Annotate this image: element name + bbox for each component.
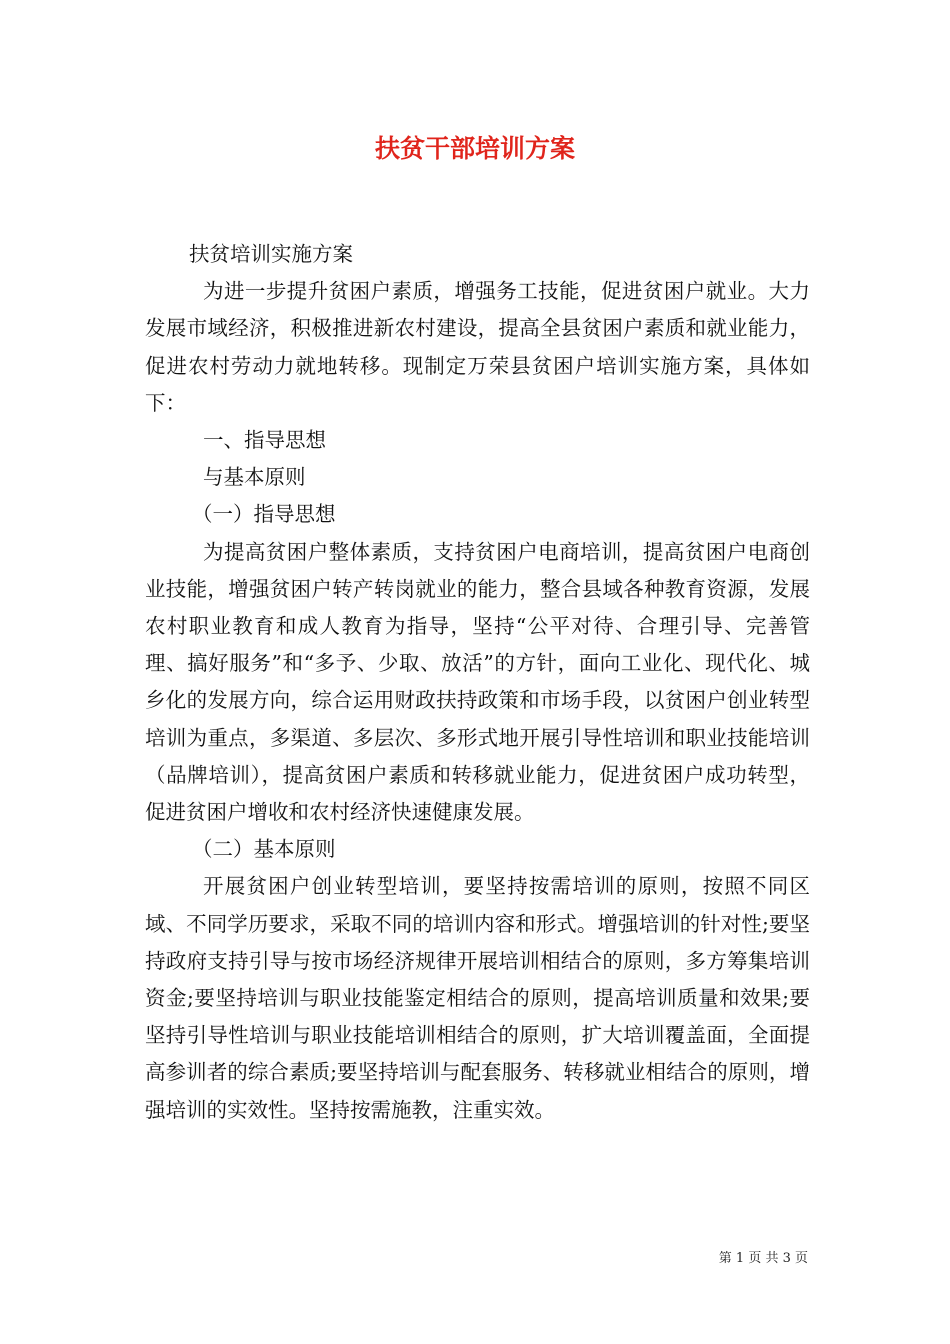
section-heading-1-cont: 与基本原则	[203, 465, 306, 490]
guiding-thought-paragraph: 为提高贫困户整体素质，支持贫困户电商培训，提高贫困户电商创业技能，增强贫困户转产转岗就业的能力，整合县域各种教育资源，发展农村职业教育和成人教育为指导，坚持“公平对待、合理引导、完善管理、搞好服务”和“多予、少取、放活”的方针，面向工业化、现代化、城乡化的发展方向，综合运用财政扶持政策和市场手段，以贫困户创业转型培训为重点，多渠道、多层次、多形式地开展引导性培训和职业技能培训（品牌培训），提高贫困户素质和转移就业能力，促进贫困户成功转型，促进贫困户增收和农村经济快速健康发展。	[145, 539, 810, 825]
section-heading-1: 一、指导思想	[203, 428, 326, 453]
intro-paragraph: 为进一步提升贫困户素质，增强务工技能，促进贫困户就业。大力发展市域经济，积极推进新农村建设，提高全县贫困户素质和就业能力，促进农村劳动力就地转移。现制定万荣县贫困户培训实施方案，具体如下：	[145, 279, 810, 415]
subtitle-paragraph: 扶贫培训实施方案	[189, 242, 353, 266]
basic-principle-paragraph: 开展贫困户创业转型培训，要坚持按需培训的原则，按照不同区域、不同学历要求，采取不同的培训内容和形式。增强培训的针对性;要坚持政府支持引导与按市场经济规律开展培训相结合的原则，多方筹集培训资金;要坚持培训与职业技能鉴定相结合的原则，提高培训质量和效果;要坚持引导性培训与职业技能培训相结合的原则，扩大培训覆盖面，全面提高参训者的综合素质;要坚持培训与配套服务、转移就业相结合的原则，增强培训的实效性。坚持按需施教，注重实效。	[145, 874, 810, 1122]
subsection-heading-2: （二）基本原则	[192, 837, 336, 862]
document-body	[145, 236, 810, 1129]
subsection-heading-1: （一）指导思想	[192, 502, 336, 527]
document-title: 扶贫干部培训方案	[374, 134, 575, 163]
page-number: 第 1 页 共 3 页	[718, 1251, 808, 1266]
